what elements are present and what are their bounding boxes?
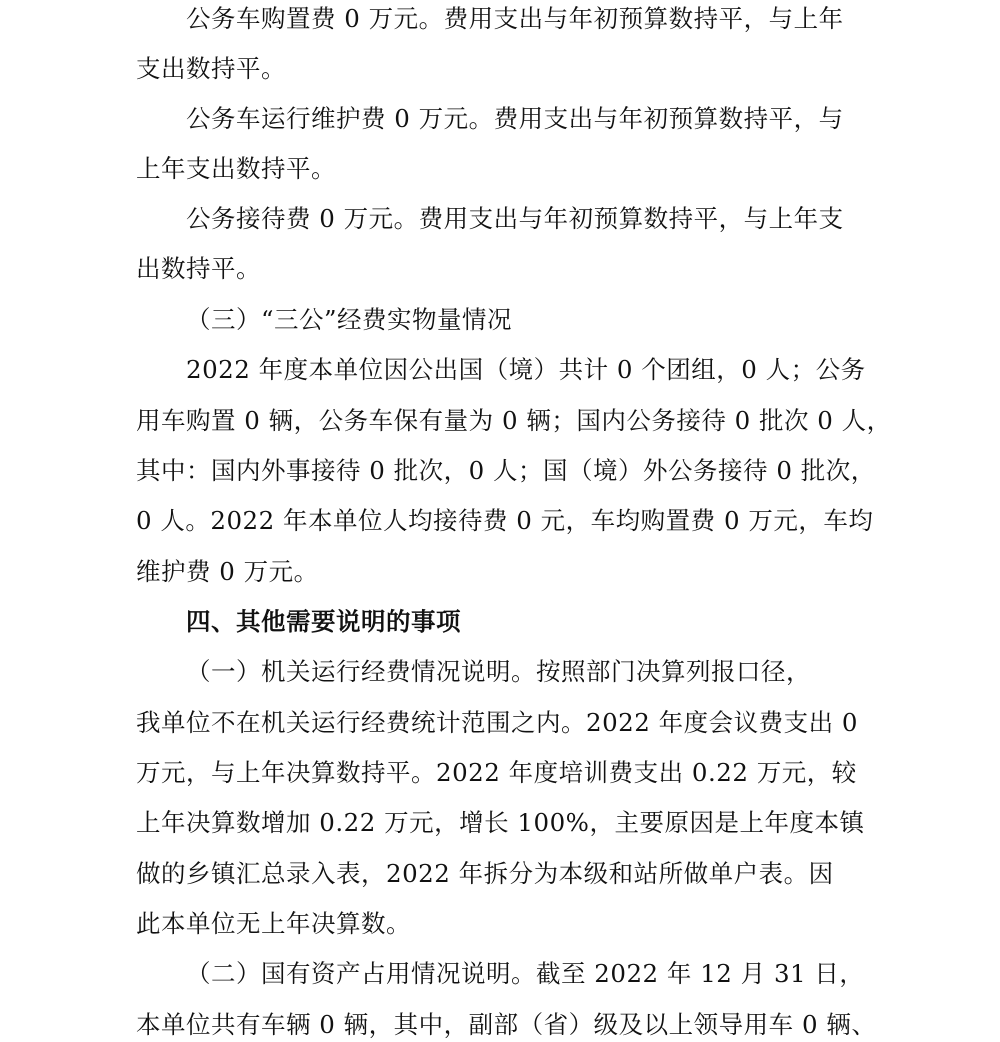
paragraph-line: 2022 年度本单位因公出国（境）共计 0 个团组，0 人；公务 [186, 355, 866, 384]
paragraph-line: 支出数持平。 [136, 54, 286, 83]
paragraph-line: 上年决算数增加 0.22 万元，增长 100%，主要原因是上年度本镇 [136, 808, 865, 837]
paragraph-line: 用车购置 0 辆，公务车保有量为 0 辆；国内公务接待 0 批次 0 人， [136, 406, 892, 435]
section-heading: 四、其他需要说明的事项 [186, 607, 461, 636]
paragraph-line: 公务接待费 0 万元。费用支出与年初预算数持平，与上年支 [186, 204, 844, 233]
paragraph-line: （一）机关运行经费情况说明。按照部门决算列报口径， [186, 657, 811, 686]
paragraph-line: （二）国有资产占用情况说明。截至 2022 年 12 月 31 日， [186, 959, 865, 988]
paragraph-line: 我单位不在机关运行经费统计范围之内。2022 年度会议费支出 0 [136, 708, 859, 737]
paragraph-line: 万元，与上年决算数持平。2022 年度培训费支出 0.22 万元，较 [136, 758, 857, 787]
paragraph-line: 出数持平。 [136, 254, 261, 283]
paragraph-line: 维护费 0 万元。 [136, 557, 319, 586]
paragraph-line: 其中：国内外事接待 0 批次，0 人；国（境）外公务接待 0 批次， [136, 456, 876, 485]
paragraph-line: 此本单位无上年决算数。 [136, 909, 411, 938]
paragraph-line: 公务车运行维护费 0 万元。费用支出与年初预算数持平，与 [186, 104, 844, 133]
paragraph-line: 0 人。2022 年本单位人均接待费 0 元，车均购置费 0 万元，车均 [136, 506, 874, 535]
paragraph-line: 本单位共有车辆 0 辆，其中，副部（省）级及以上领导用车 0 辆、 [136, 1010, 877, 1039]
paragraph-line: 做的乡镇汇总录入表，2022 年拆分为本级和站所做单户表。因 [136, 859, 834, 888]
paragraph-line: 公务车购置费 0 万元。费用支出与年初预算数持平，与上年 [186, 4, 844, 33]
paragraph-line: 上年支出数持平。 [136, 154, 336, 183]
section-subheading: （三）“三公”经费实物量情况 [186, 305, 513, 334]
